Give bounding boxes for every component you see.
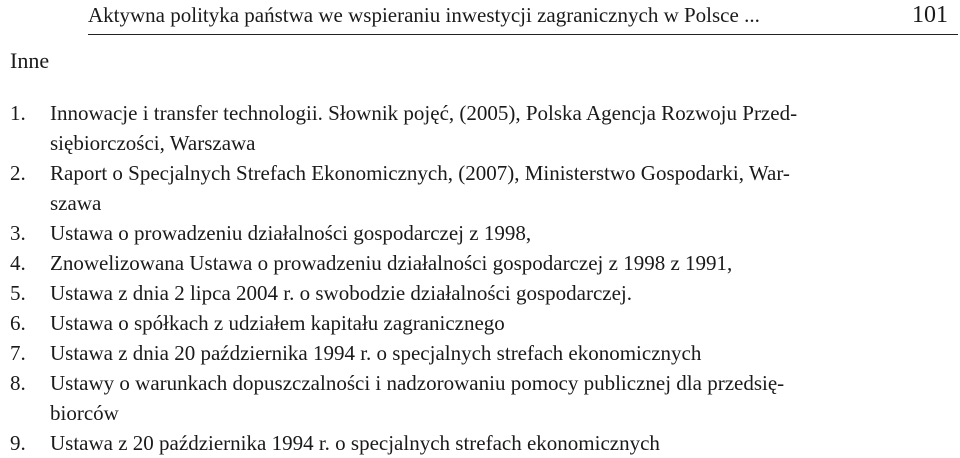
reference-item — [10, 158, 940, 218]
reference-text: Ustawa z dnia 2 lipca 2004 r. o swobodzie działalności gospodarczej. — [50, 281, 632, 305]
reference-item — [10, 98, 940, 158]
reference-text: Ustawa o spółkach z udziałem kapitału zagranicznego — [50, 311, 505, 335]
reference-number: 6. — [10, 311, 26, 335]
reference-text: Ustawa o prowadzeniu działalności gospodarczej z 1998, — [50, 221, 532, 245]
reference-text-continuation: szawa — [50, 191, 102, 215]
reference-item — [10, 278, 940, 308]
reference-item — [10, 248, 940, 278]
reference-item — [10, 368, 940, 428]
reference-item — [10, 338, 940, 368]
reference-text: Ustawa z dnia 20 października 1994 r. o specjalnych strefach ekonomicznych — [50, 341, 702, 365]
reference-text: Innowacje i transfer technologii. Słownik pojęć, (2005), Polska Agencja Rozwoju Przed- — [50, 101, 798, 125]
reference-item — [10, 308, 940, 338]
reference-number: 3. — [10, 221, 26, 245]
reference-number: 4. — [10, 251, 26, 275]
reference-text-continuation: siębiorczości, Warszawa — [50, 131, 256, 155]
section-heading: Inne — [10, 48, 50, 73]
page-number: 101 — [912, 2, 948, 28]
reference-text: Ustawy o warunkach dopuszczalności i nadzorowaniu pomocy publicznej dla przedsię- — [50, 371, 785, 395]
reference-text: Znowelizowana Ustawa o prowadzeniu działalności gospodarczej z 1998 z 1991, — [50, 251, 733, 275]
reference-text-continuation: biorców — [50, 401, 119, 425]
reference-text: Raport o Specjalnych Strefach Ekonomicznych, (2007), Ministerstwo Gospodarki, War- — [50, 161, 790, 185]
reference-number: 1. — [10, 101, 26, 125]
reference-number: 5. — [10, 281, 26, 305]
running-title: Aktywna polityka państwa we wspieraniu inwestycji zagranicznych w Polsce ... — [88, 3, 760, 27]
reference-item — [10, 218, 940, 248]
reference-number: 7. — [10, 341, 26, 365]
reference-text: Ustawa z 20 października 1994 r. o specjalnych strefach ekonomicznych — [50, 431, 660, 455]
reference-list — [10, 98, 940, 458]
reference-item — [10, 428, 940, 458]
running-header — [88, 0, 958, 35]
reference-number: 2. — [10, 161, 26, 185]
reference-number: 9. — [10, 431, 26, 455]
reference-number: 8. — [10, 371, 26, 395]
